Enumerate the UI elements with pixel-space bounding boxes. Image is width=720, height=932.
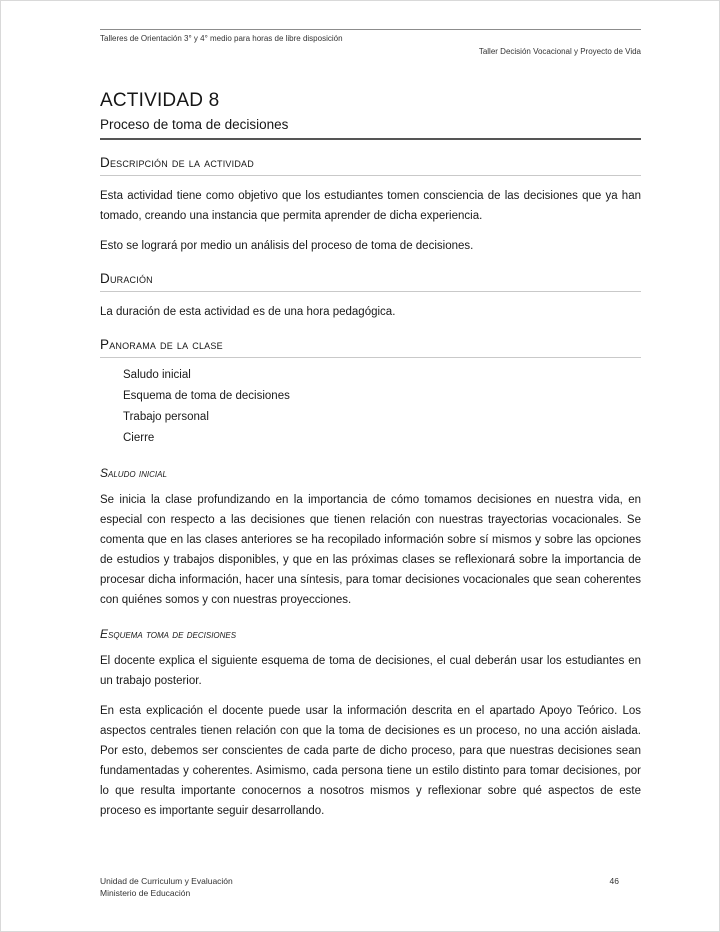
sub-heading-esquema: Esquema toma de decisiones xyxy=(100,627,237,641)
page-header xyxy=(100,29,641,57)
section-heading-panorama: Panorama de la clase xyxy=(100,337,641,358)
paragraph-saludo-1: Se inicia la clase profundizando en la importancia de cómo tomamos decisiones en nuestra vida, en especial con respecto a las decisiones que tienen relación con nuestras trayectorias vocacionales. Se comenta que en las clases anteriores se ha recopilado información sobre sí mismos y sobre las opciones de estudios y trabajos disponibles, y que en las próximas clases se reflexionará sobre la importancia de procesar dicha información, hacer una síntesis, para tomar decisiones vocacionales que sean coherentes con quiénes somos y con nuestras proyecciones. xyxy=(100,494,641,606)
page-footer xyxy=(100,875,641,899)
footer-ministry-line: Ministerio de Educación xyxy=(100,888,191,898)
header-series-title: Talleres de Orientación 3° y 4° medio para horas de libre disposición xyxy=(100,34,343,43)
activity-subtitle: Proceso de toma de decisiones xyxy=(100,117,641,140)
paragraph-duracion-1: La duración de esta actividad es de una hora pedagógica. xyxy=(100,306,396,318)
footer-organization xyxy=(100,875,233,899)
paragraph-esquema-2: En esta explicación el docente puede usar la información descrita en el apartado Apoyo Teórico. Los aspectos centrales tienen relación con que la toma de decisiones es un proceso, no una acción aislada. Por esto, debemos ser conscientes de cada parte de dicho proceso, para que nuestras decisiones sean fundamentadas y coherentes. Asimismo, cada persona tiene un estilo distinto para tomar decisiones, por lo que resulta importante conocernos a nosotros mismos y reflexionar sobre qué aspectos de este proceso es importante seguir desarrollando. xyxy=(100,705,641,817)
paragraph-descripcion-1: Esta actividad tiene como objetivo que los estudiantes tomen consciencia de las decisiones que ya han tomado, creando una instancia que permita aprender de dicha experiencia. xyxy=(100,190,641,222)
section-heading-duracion: Duración xyxy=(100,271,641,292)
sub-heading-saludo-inicial: Saludo inicial xyxy=(100,466,167,480)
list-item-esquema: Esquema de toma de decisiones xyxy=(123,390,290,402)
header-divider xyxy=(100,29,641,30)
paragraph-esquema-1: El docente explica el siguiente esquema de toma de decisiones, el cual deberán usar los estudiantes en un trabajo posterior. xyxy=(100,655,641,687)
section-heading-descripcion: Descripción de la actividad xyxy=(100,155,641,176)
page-content xyxy=(100,1,641,821)
activity-title: ACTIVIDAD 8 xyxy=(100,90,220,111)
footer-unit-line: Unidad de Curriculum y Evaluación xyxy=(100,876,233,886)
list-item-trabajo: Trabajo personal xyxy=(123,411,209,423)
list-item-cierre: Cierre xyxy=(123,432,155,444)
header-workshop-title: Taller Decisión Vocacional y Proyecto de Vida xyxy=(478,47,641,56)
paragraph-descripcion-2: Esto se logrará por medio un análisis del proceso de toma de decisiones. xyxy=(100,240,474,252)
list-item-saludo: Saludo inicial xyxy=(123,369,191,381)
page-number: 46 xyxy=(609,876,619,886)
class-overview-list xyxy=(123,365,641,449)
